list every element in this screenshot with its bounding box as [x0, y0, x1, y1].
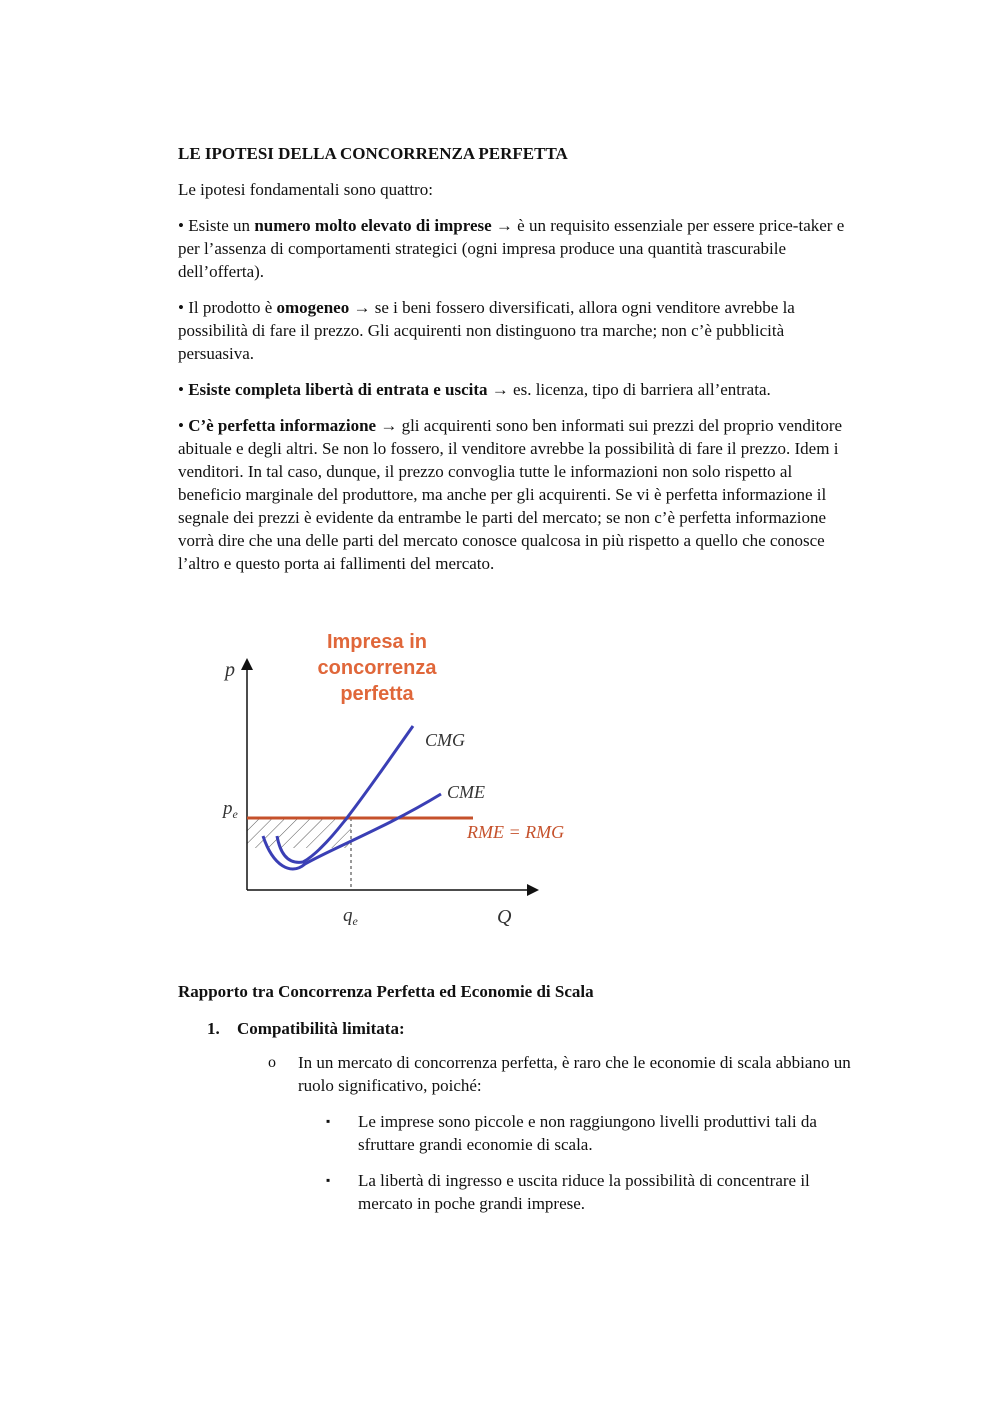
hypothesis-item: • C’è perfetta informazione → gli acquirenti sono ben informati sui prezzi del proprio venditore abituale e degli altri. Se non lo fossero, il venditore avrebbe la possibilità di fare il prezzo. Idem i venditori. In tal caso, dunque, il prezzo convoglia tutte le informazioni non solo rispetto al beneficio marginale del produttore, ma anche per gli acquirenti. Se vi è perfetta informazione il segnale dei prezzi è evidente da entrambe le parti del mercato; se non c’è perfetta informazione vorrà dire che una delle parti del mercato conosce qualcosa in più rispetto a quello che conosce l’altro e questo porta ai fallimenti del mercato.	[178, 416, 843, 573]
list-number: 1.	[207, 1019, 220, 1038]
cme-label: CME	[447, 782, 485, 802]
x-axis-label: Q	[497, 906, 512, 928]
diagram-title-line: concorrenza	[317, 657, 437, 679]
sub-list-text: In un mercato di concorrenza perfetta, è raro che le economie di scala abbiano un ruolo significativo, poiché:	[298, 1053, 851, 1095]
square-bullet: ▪	[326, 1173, 331, 1187]
circle-bullet: o	[268, 1054, 276, 1071]
diagram-title-line: perfetta	[340, 683, 414, 705]
intro-text: Le ipotesi fondamentali sono quattro:	[178, 180, 433, 199]
sub-sub-list-item	[178, 1169, 858, 1215]
sub-sub-list-text: Le imprese sono piccole e non raggiungono livelli produttivi tali da sfruttare grandi economie di scala.	[358, 1112, 817, 1154]
section-heading: Rapporto tra Concorrenza Perfetta ed Economie di Scala	[178, 982, 594, 1001]
y-axis-label: p	[225, 659, 235, 681]
section-ipotesi	[178, 142, 858, 575]
list-item-label: Compatibilità limitata:	[237, 1019, 405, 1038]
sub-list-item	[178, 1051, 858, 1097]
section-economie-scala	[178, 980, 858, 1215]
sub-sub-list-text: La libertà di ingresso e uscita riduce la possibilità di concentrare il mercato in poche grandi imprese.	[358, 1171, 810, 1213]
perfect-competition-diagram	[205, 618, 605, 938]
hypothesis-item: • Esiste un numero molto elevato di imprese → è un requisito essenziale per essere price-taker e per l’assenza di comportamenti strategici (ogni impresa produce una quantità trascurabile dell’offerta).	[178, 216, 845, 281]
diagram-title-line: Impresa in	[326, 631, 428, 653]
section-title: LE IPOTESI DELLA CONCORRENZA PERFETTA	[178, 144, 568, 163]
sub-sub-list-item	[178, 1110, 858, 1156]
square-bullet: ▪	[326, 1114, 331, 1128]
diagram-svg	[205, 618, 605, 938]
hypothesis-item: • Esiste completa libertà di entrata e uscita → es. licenza, tipo di barriera all’entrata.	[178, 380, 771, 399]
pe-label: $p_e$	[223, 798, 238, 821]
rme-rmg-label: RME = RMG	[467, 822, 565, 842]
qe-label: $q_e$	[343, 905, 358, 928]
cmg-label: CMG	[425, 730, 465, 750]
ordered-list-item	[178, 1017, 858, 1040]
hypothesis-item: • Il prodotto è omogeneo → se i beni fossero diversificati, allora ogni venditore avrebbe la possibilità di fare il prezzo. Gli acquirenti non distinguono tra marche; non c’è pubblicità persuasiva.	[178, 298, 795, 363]
